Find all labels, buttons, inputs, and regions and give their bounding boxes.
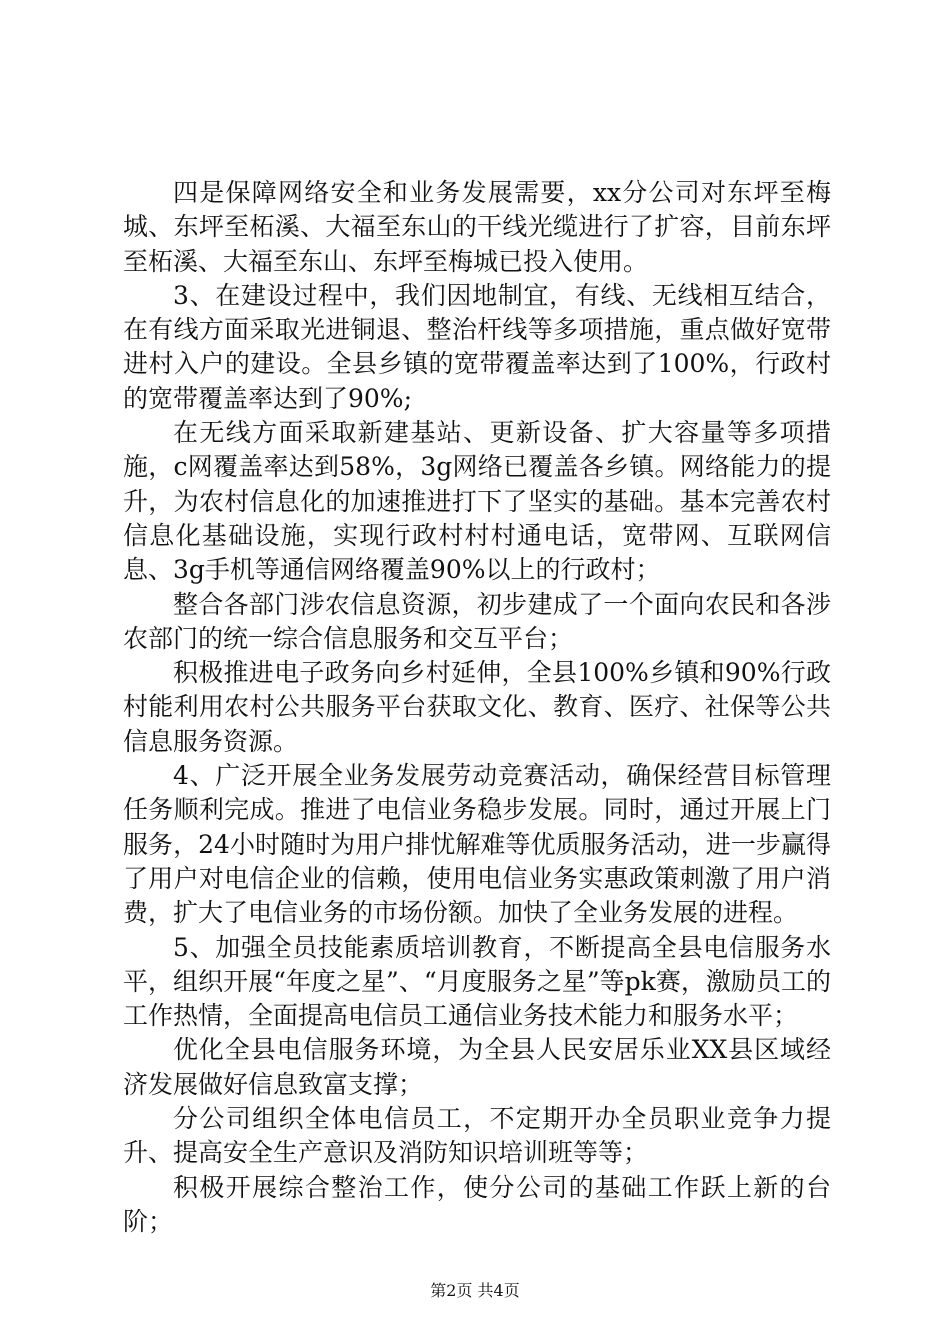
paragraph-6: 4、广泛开展全业务发展劳动竞赛活动，确保经营目标管理任务顺利完成。推进了电信业务稳步发展。同时，通过开展上门服务，24小时随时为用户排忧解难等优质服务活动，进一步赢得了用户对电信企业的信赖，使用电信业务实惠政策刺激了用户消费，扩大了电信业务的市场份额。加快了全业务发展的进程。 [123,761,831,928]
paragraph-3: 在无线方面采取新建基站、更新设备、扩大容量等多项措施，c网覆盖率达到58%，3g网络已覆盖各乡镇。网络能力的提升，为农村信息化的加速推进打下了坚实的基础。基本完善农村信息化基础设施，实现行政村村村通电话，宽带网、互联网信息、3g手机等通信网络覆盖90%以上的行政村； [123,418,831,585]
paragraph-1: 四是保障网络安全和业务发展需要，xx分公司对东坪至梅城、东坪至柘溪、大福至东山的干线光缆进行了扩容，目前东坪至柘溪、大福至东山、东坪至梅城已投入使用。 [123,178,831,276]
paragraph-8: 优化全县电信服务环境，为全县人民安居乐业XX县区域经济发展做好信息致富支撑； [123,1035,831,1099]
paragraph-2: 3、在建设过程中，我们因地制宜，有线、无线相互结合，在有线方面采取光进铜退、整治杆线等多项措施，重点做好宽带进村入户的建设。全县乡镇的宽带覆盖率达到了100%，行政村的宽带覆盖率达到了90%; [123,280,831,413]
paragraph-9: 分公司组织全体电信员工，不定期开办全员职业竞争力提升、提高安全生产意识及消防知识培训班等等； [123,1104,831,1168]
paragraph-5: 积极推进电子政务向乡村延伸，全县100%乡镇和90%行政村能利用农村公共服务平台获取文化、教育、医疗、社保等公共信息服务资源。 [123,658,831,756]
paragraph-7: 5、加强全员技能素质培训教育，不断提高全县电信服务水平，组织开展“年度之星”、“月度服务之星”等pk赛，激励员工的工作热情，全面提高电信员工通信业务技术能力和服务水平； [123,932,831,1031]
paragraph-10: 积极开展综合整治工作，使分公司的基础工作跃上新的台阶； [123,1172,831,1236]
document-body [123,176,831,1239]
paragraph-4: 整合各部门涉农信息资源，初步建成了一个面向农民和各涉农部门的统一综合信息服务和交互平台； [123,589,831,653]
page-footer: 第2页 共4页 [430,1281,520,1300]
